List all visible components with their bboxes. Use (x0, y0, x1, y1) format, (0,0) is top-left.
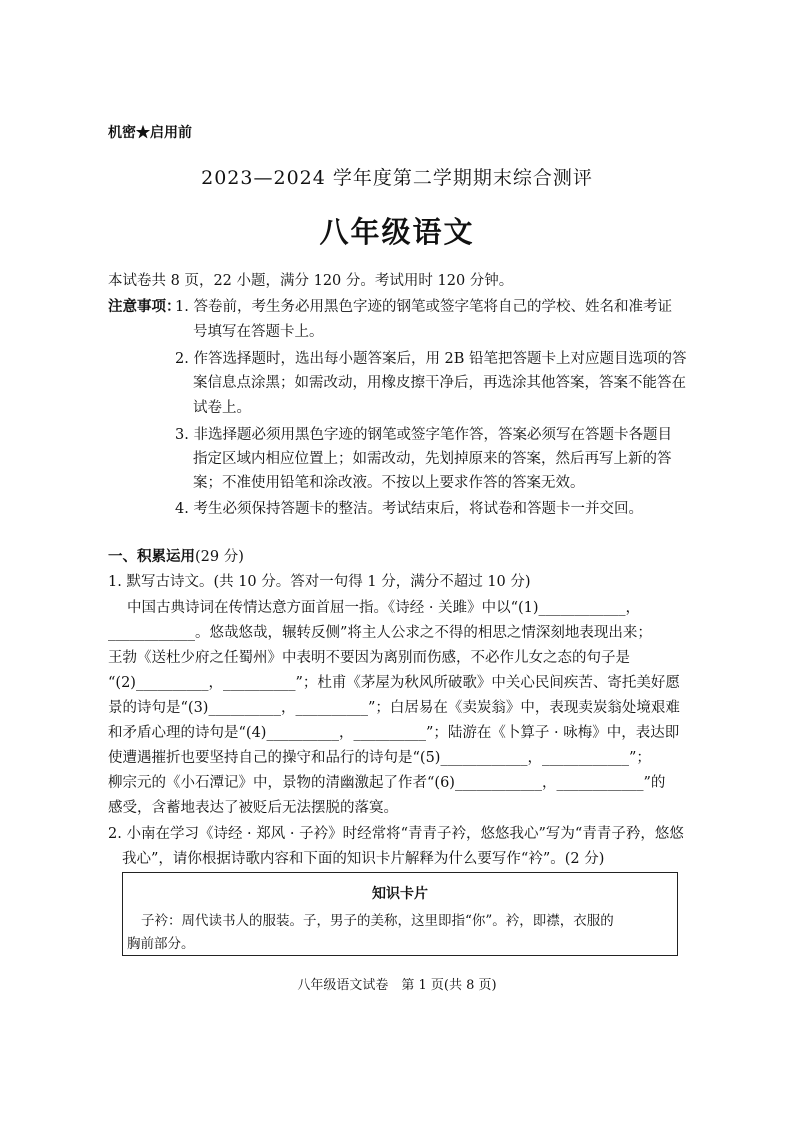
question-1-text: 和矛盾心理的诗句是“(4)__________，__________”；陆游在《卜算子 · 咏梅》中，表达即 (108, 725, 680, 741)
note-line: 案信息点涂黑；如需改动，用橡皮擦干净后，再选涂其他答案，答案不能答在 (193, 375, 686, 391)
knowledge-card-title: 知识卡片 (372, 886, 428, 902)
note-line: 3. 非选择题必须用黑色字迹的钢笔或签字笔作答，答案必须写在答题卡各题目 (175, 427, 672, 443)
section-score: (29 分) (195, 549, 244, 565)
note-line: 试卷上。 (193, 400, 251, 416)
question-1-text: ____________。悠哉悠哉，辗转反侧”将主人公求之不得的相思之情深刻地表现出来； (108, 625, 652, 641)
knowledge-card (122, 872, 678, 956)
note-line: 案；不准使用铅笔和涂改液。不按以上要求作答的答案无效。 (193, 475, 585, 491)
question-2-stem: 2. 小南在学习《诗经 · 郑风 · 子衿》时经常将“青青子衿，悠悠我心”写为“青青子矜，悠悠 (108, 826, 684, 842)
question-1-text: 中国古典诗词在传情达意方面首屈一指。《诗经 · 关雎》中以“(1)____________， (127, 600, 641, 616)
question-1-text: 柳宗元的《小石潭记》中，景物的清幽激起了作者“(6)____________，____________”的 (108, 775, 666, 791)
confidential-label: 机密★启用前 (108, 125, 192, 141)
subject-title: 八年级语文 (319, 215, 475, 249)
question-1-text: 王勃《送杜少府之任蜀州》中表明不要因为离别而伤感，不必作儿女之态的句子是 (108, 650, 630, 666)
note-line: 指定区域内相应位置上；如需改动，先划掉原来的答案，然后再写上新的答 (193, 451, 672, 467)
note-line: 2. 作答选择题时，选出每小题答案后，用 2B 铅笔把答题卡上对应题目选项的答 (175, 351, 687, 367)
exam-title: 2023—2024 学年度第二学期期末综合测评 (201, 167, 593, 189)
question-1-text: 使遭遇摧折也要坚持自己的操守和品行的诗句是“(5)____________，____________”； (108, 750, 651, 766)
notes-label: 注意事项： (108, 298, 181, 315)
question-1-text: “(2)__________，__________”；杜甫《茅屋为秋风所破歌》中关心民间疾苦、寄托美好愿 (108, 675, 680, 691)
question-1-stem: 1. 默写古诗文。(共 10 分。答对一句得 1 分，满分不超过 10 分) (108, 574, 531, 590)
section-heading-text: 一、积累运用 (108, 548, 195, 565)
question-1-text: 感受，含蓄地表达了被贬后无法摆脱的落寞。 (108, 800, 398, 816)
page-footer: 八年级语文试卷 第 1 页(共 8 页) (297, 978, 497, 993)
note-line: 号填写在答题卡上。 (193, 324, 324, 340)
section-heading (108, 545, 244, 566)
note-line: 1. 答卷前，考生务必用黑色字迹的钢笔或签字笔将自己的学校、姓名和准考证 (175, 299, 672, 315)
question-1-text: 景的诗句是“(3)__________，__________”；白居易在《卖炭翁》中，表现卖炭翁处境艰难 (108, 700, 680, 716)
question-2-text: 我心”，请你根据诗歌内容和下面的知识卡片解释为什么要写作“衿”。(2 分) (122, 851, 605, 867)
knowledge-card-text: 胸前部分。 (127, 936, 195, 952)
note-line: 4. 考生必须保持答题卡的整洁。考试结束后，将试卷和答题卡一并交回。 (175, 501, 643, 517)
exam-intro: 本试卷共 8 页，22 小题，满分 120 分。考试用时 120 分钟。 (108, 273, 514, 289)
knowledge-card-text: 子衿：周代读书人的服装。子，男子的美称，这里即指“你”。衿，即襟，衣服的 (141, 913, 614, 929)
